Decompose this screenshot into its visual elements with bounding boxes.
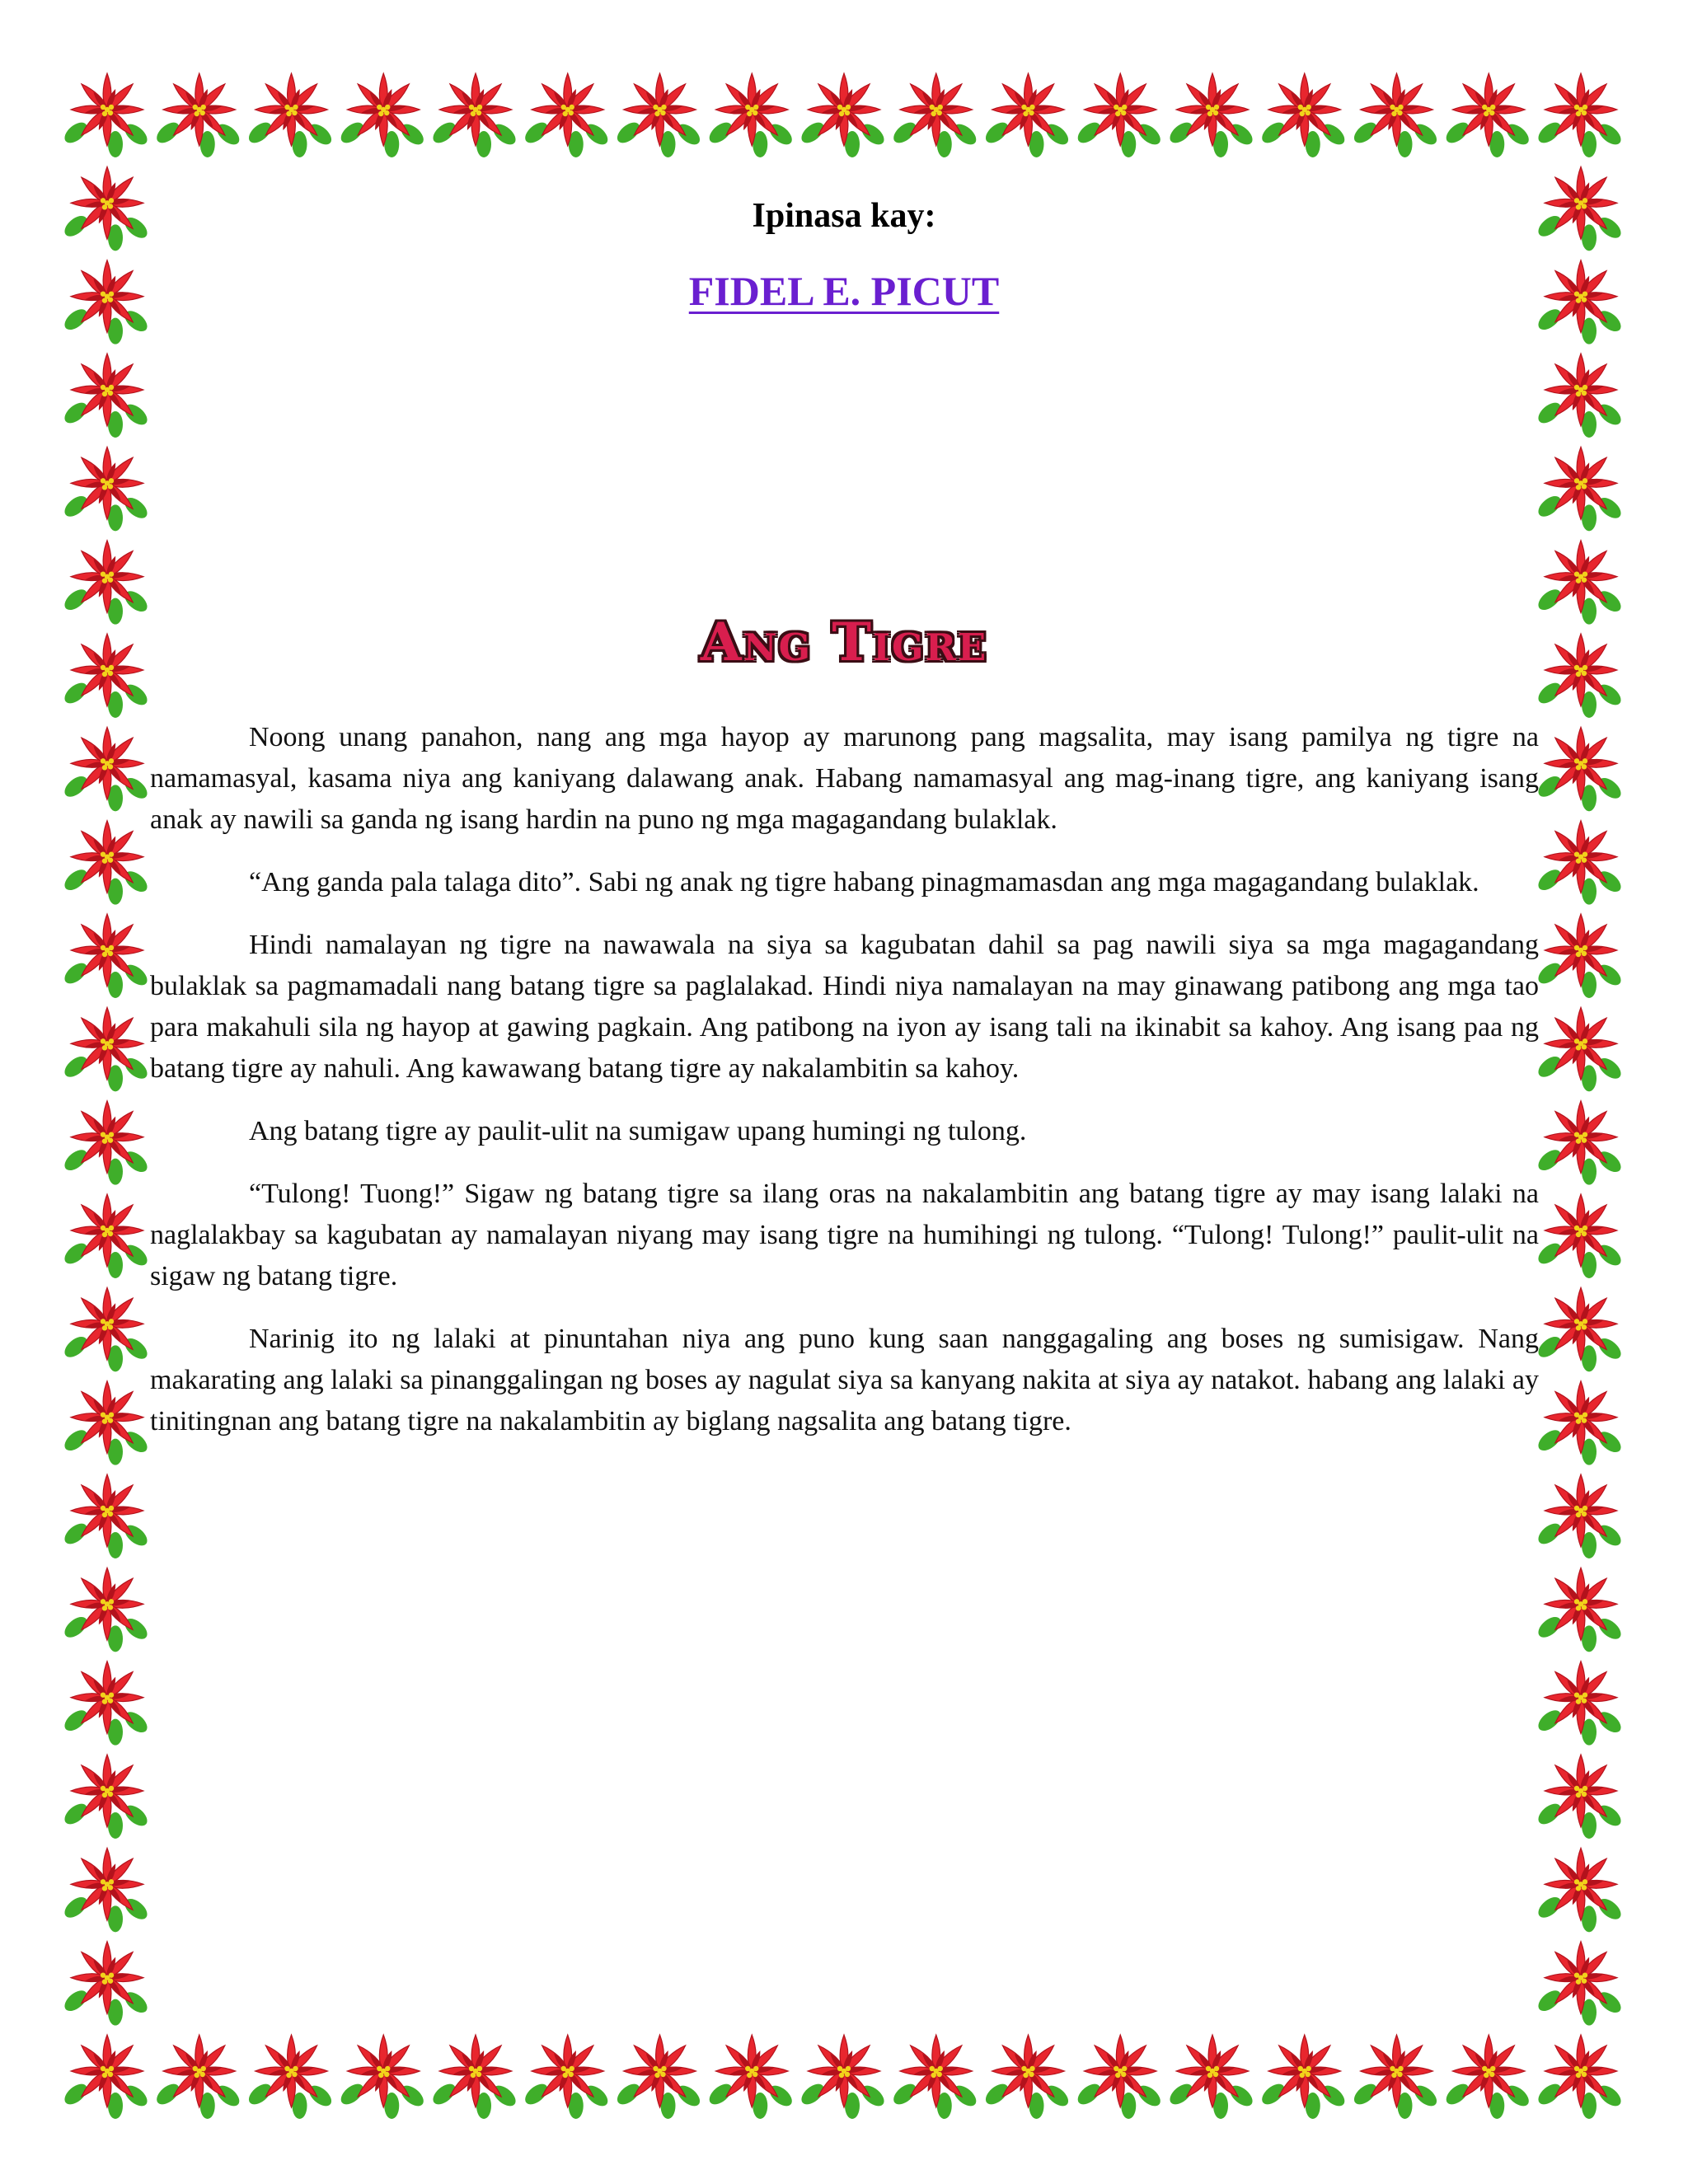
poinsettia-flower-icon	[982, 2035, 1071, 2119]
poinsettia-flower-icon	[61, 1287, 151, 1371]
poinsettia-flower-icon	[1535, 1474, 1625, 1558]
poinsettia-flower-icon	[1535, 447, 1625, 531]
paragraph: Noong unang panahon, nang ang mga hayop ay marunong pang magsalita, may isang pamilya ng tigre na namamasyal, kasama niya ang kaniyang dalawang anak. Habang namamasyal ang mag-inang tigre, ang kaniyang isang anak ay nawili sa ganda ng isang hardin na puno ng mga magagandang bulaklak.	[150, 722, 1539, 835]
poinsettia-flower-icon	[245, 73, 335, 157]
poinsettia-flower-icon	[61, 73, 151, 157]
poinsettia-flower-icon	[1535, 354, 1625, 438]
poinsettia-flower-icon	[1074, 73, 1164, 157]
poinsettia-flower-icon	[1535, 1381, 1625, 1465]
poinsettia-flower-icon	[337, 73, 427, 157]
poinsettia-flower-icon	[890, 2035, 980, 2119]
poinsettia-flower-icon	[61, 1007, 151, 1091]
poinsettia-flower-icon	[61, 1474, 151, 1558]
poinsettia-flower-icon	[613, 73, 703, 157]
poinsettia-flower-icon	[61, 1661, 151, 1746]
poinsettia-flower-icon	[1535, 1942, 1625, 2026]
poinsettia-flower-icon	[1259, 2035, 1348, 2119]
poinsettia-flower-icon	[798, 73, 888, 157]
story-title: Ang Tigre	[700, 612, 988, 673]
poinsettia-flower-icon	[1535, 1848, 1625, 1932]
poinsettia-flower-icon	[982, 73, 1071, 157]
poinsettia-flower-icon	[613, 2035, 703, 2119]
paragraph: “Tulong! Tuong!” Sigaw ng batang tigre sa ilang oras na nakalambitin ang batang tigre ay may isang lalaki na naglalakbay sa kagubatan ay namalayan niyang may isang tigre na humihingi ng tulong. “Tulong! Tulong!” paulit-ulit na sigaw ng batang tigre.	[150, 1179, 1539, 1291]
poinsettia-flower-icon	[61, 821, 151, 905]
poinsettia-flower-icon	[1166, 73, 1256, 157]
poinsettia-flower-icon	[1259, 73, 1348, 157]
poinsettia-flower-icon	[1442, 2035, 1532, 2119]
poinsettia-flower-icon	[61, 1194, 151, 1278]
poinsettia-flower-icon	[522, 73, 612, 157]
poinsettia-flower-icon	[153, 2035, 243, 2119]
poinsettia-flower-icon	[1535, 1661, 1625, 1746]
poinsettia-flower-icon	[706, 73, 795, 157]
poinsettia-flower-icon	[1535, 2035, 1625, 2119]
poinsettia-flower-icon	[429, 2035, 519, 2119]
poinsettia-flower-icon	[1535, 1568, 1625, 1652]
paragraph: Ang batang tigre ay paulit-ulit na sumigaw upang humingi ng tulong.	[249, 1116, 1027, 1146]
poinsettia-flower-icon	[1535, 821, 1625, 905]
poinsettia-flower-icon	[61, 447, 151, 531]
poinsettia-flower-icon	[522, 2035, 612, 2119]
poinsettia-flower-icon	[61, 1381, 151, 1465]
poinsettia-flower-icon	[153, 73, 243, 157]
poinsettia-flower-icon	[706, 2035, 795, 2119]
poinsettia-flower-icon	[1442, 73, 1532, 157]
poinsettia-flower-icon	[245, 2035, 335, 2119]
poinsettia-flower-icon	[61, 1101, 151, 1185]
teacher-name: FIDEL E. PICUT	[688, 268, 1000, 314]
poinsettia-flower-icon	[1535, 1101, 1625, 1185]
poinsettia-flower-icon	[1535, 1007, 1625, 1091]
poinsettia-flower-icon	[61, 1848, 151, 1932]
poinsettia-flower-icon	[61, 1568, 151, 1652]
poinsettia-flower-icon	[61, 727, 151, 811]
poinsettia-flower-icon	[1535, 1755, 1625, 1839]
poinsettia-flower-icon	[1350, 2035, 1440, 2119]
poinsettia-flower-icon	[337, 2035, 427, 2119]
paragraph: “Ang ganda pala talaga dito”. Sabi ng anak ng tigre habang pinagmamasdan ang mga magagandang bulaklak.	[249, 867, 1479, 898]
poinsettia-flower-icon	[1074, 2035, 1164, 2119]
poinsettia-flower-icon	[1535, 73, 1625, 157]
poinsettia-flower-icon	[61, 914, 151, 998]
paragraph: Hindi namalayan ng tigre na nawawala na siya sa kagubatan dahil sa pag nawili siya sa mga magagandang bulaklak sa pagmamadali nang batang tigre sa paglalakad. Hindi niya namalayan na may ginawang patibong ang mga tao para makahuli sila ng hayop at gawing pagkain. Ang patibong na iyon ay isang tali na ikinabit sa kahoy. Ang isang paa ng batang tigre ay nahuli. Ang kawawang batang tigre ay nakalambitin sa kahoy.	[150, 930, 1539, 1084]
paragraph: Narinig ito ng lalaki at pinuntahan niya ang puno kung saan nanggagaling ang boses ng sumisigaw. Nang makarating ang lalaki sa pinanggalingan ng boses ay nagulat siya sa kanyang nakita at siya ay natakot. habang ang lalaki ay tinitingnan ang batang tigre na nakalambitin ay biglang nagsalita ang batang tigre.	[150, 1324, 1539, 1436]
poinsettia-flower-icon	[1166, 2035, 1256, 2119]
poinsettia-flower-icon	[890, 73, 980, 157]
poinsettia-flower-icon	[61, 2035, 151, 2119]
poinsettia-flower-icon	[61, 1942, 151, 2026]
poinsettia-flower-icon	[1535, 727, 1625, 811]
story-body	[150, 717, 1539, 1464]
submitted-to-label: Ipinasa kay:	[752, 197, 936, 235]
poinsettia-flower-icon	[429, 73, 519, 157]
poinsettia-flower-icon	[1535, 1287, 1625, 1371]
poinsettia-flower-icon	[61, 354, 151, 438]
poinsettia-flower-icon	[1535, 914, 1625, 998]
poinsettia-flower-icon	[1350, 73, 1440, 157]
poinsettia-flower-icon	[1535, 1194, 1625, 1278]
poinsettia-flower-icon	[61, 1755, 151, 1839]
poinsettia-flower-icon	[798, 2035, 888, 2119]
